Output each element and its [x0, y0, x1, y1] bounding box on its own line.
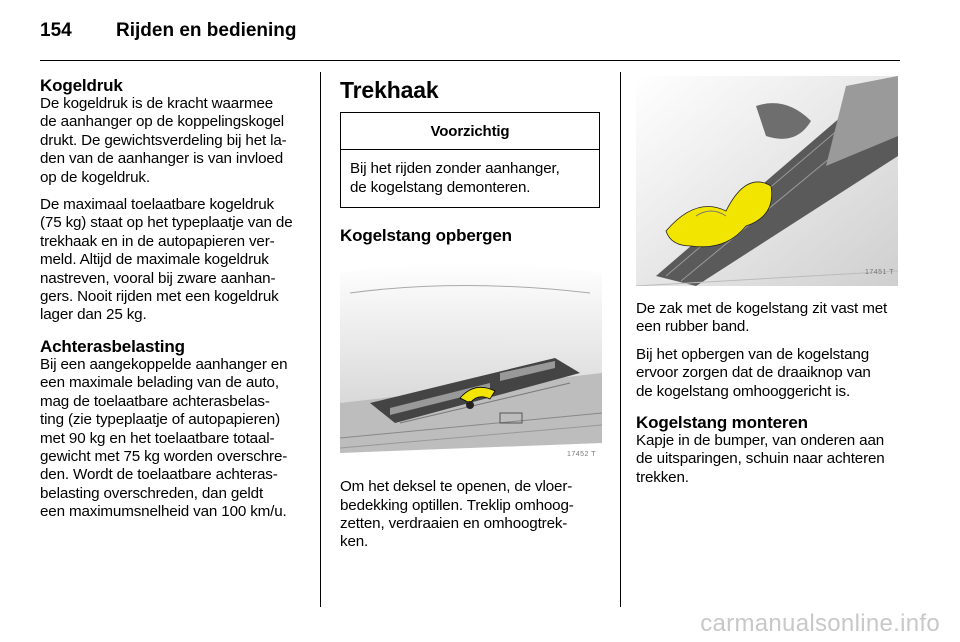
- paragraph-zak: De zak met de kogelstang zit vast met een rubber band.: [636, 300, 888, 336]
- page-title: Rijden en bediening: [116, 20, 297, 41]
- bag-drawing: [636, 76, 898, 286]
- section-title: Trekhaak: [340, 77, 439, 103]
- paragraph-monteren: Kapje in de bumper, van onderen aan de uitsparingen, schuin naar achteren trekken.: [636, 432, 885, 486]
- paragraph-kogeldruk-1: De kogeldruk is de kracht waarmee de aanhanger op de koppelingskogel drukt. De gewichtsverdeling bij het la- den van de aanhanger is van invloed op de kogeldruk.: [40, 95, 287, 186]
- heading-kogelstang-opbergen: Kogelstang opbergen: [340, 226, 512, 246]
- image-code: 17452 T: [566, 450, 596, 458]
- column-2: [340, 76, 602, 561]
- trunk-floor-illustration: [340, 253, 602, 468]
- column-divider-2: [620, 72, 621, 607]
- bag-illustration: [636, 76, 898, 286]
- warning-box: [340, 112, 600, 208]
- paragraph-kogeldruk-2: De maximaal toelaatbare kogeldruk (75 kg) staat op het typeplaatje van de trekhaak en in de autopapieren ver- meld. Altijd de maximale kogeldruk nastreven, vooral bij zware aanhan- gers. Nooit rijden met een kogeldruk lager dan 25 kg.: [40, 196, 293, 324]
- heading-kogeldruk: Kogeldruk: [40, 76, 123, 95]
- page-number: 154: [40, 20, 72, 41]
- image-code: 17451 T: [864, 268, 894, 276]
- trunk-floor-drawing: [340, 253, 602, 468]
- paragraph-draaiknop: Bij het opbergen van de kogelstang ervoor zorgen dat de draaiknop van de kogelstang omhooggericht is.: [636, 345, 871, 400]
- column-1: [40, 76, 310, 531]
- heading-achterasbelasting: Achterasbelasting: [40, 336, 185, 356]
- paragraph-achterasbelasting: Bij een aangekoppelde aanhanger en een maximale belading van de auto, mag de toelaatbare achterasbelas- ting (zie typeplaatje of autopapieren) met 90 kg en het toelaatbare totaal- gewicht met 75 kg worden overschre- den. Wordt de toelaatbare achteras- belasting overschreden, dan geldt een maximumsnelheid van 100 km/u.: [40, 355, 288, 521]
- heading-kogelstang-monteren: Kogelstang monteren: [636, 413, 808, 433]
- warning-title: Voorzichtig: [341, 113, 599, 150]
- watermark: carmanualsonline.info: [700, 610, 940, 637]
- column-divider-1: [320, 72, 321, 607]
- column-3: [636, 76, 902, 496]
- warning-text: Bij het rijden zonder aanhanger, de kogelstang demonteren.: [350, 160, 560, 196]
- paragraph-opbergen: Om het deksel te openen, de vloer- bedekking optillen. Treklip omhoog- zetten, verdraaien en omhoogtrek- ken.: [340, 478, 574, 551]
- header-rule: [40, 60, 900, 61]
